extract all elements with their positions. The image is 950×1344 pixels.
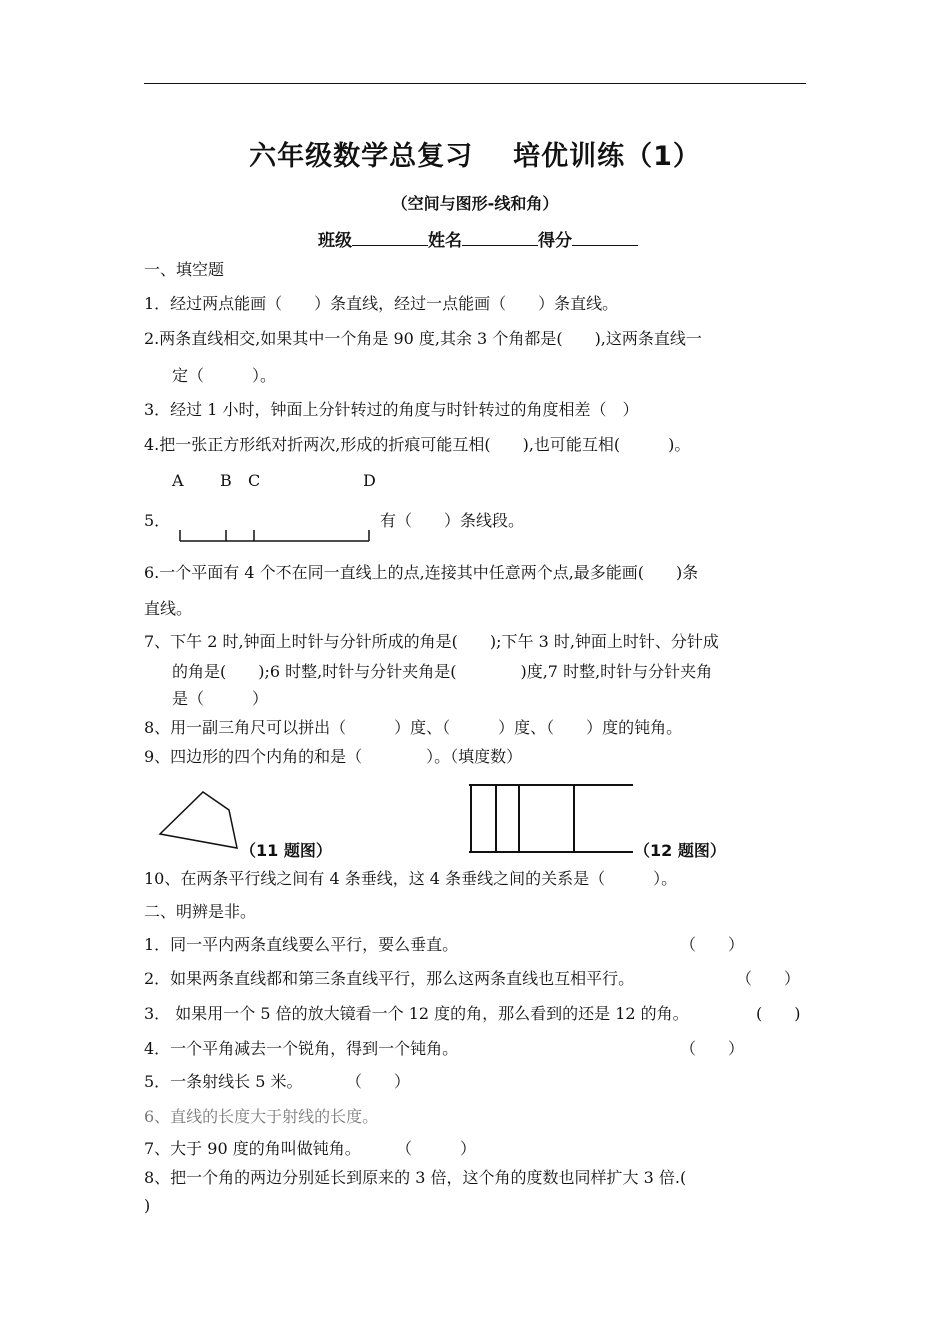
- figure-12-label: （12 题图）: [634, 841, 726, 860]
- tf-item-5: 5．一条射线长 5 米。: [144, 1072, 303, 1091]
- top-rule: [144, 83, 806, 84]
- question-6-line1: 6.一个平面有 4 个不在同一直线上的点,连接其中任意两个点,最多能画( )条: [144, 563, 699, 582]
- question-1: 1．经过两点能画（ ）条直线，经过一点能画（ ）条直线。: [144, 294, 619, 313]
- page-subtitle: （空间与图形-线和角）: [391, 194, 559, 213]
- question-7-line1: 7、下午 2 时,钟面上时针与分针所成的角是( );下午 3 时,钟面上时针、分针成: [144, 632, 719, 651]
- tf-bracket-3[interactable]: ( ): [756, 1004, 801, 1023]
- question-2-line1: 2.两条直线相交,如果其中一个角是 90 度,其余 3 个角都是( ),这两条直线一: [144, 329, 702, 348]
- tf-item-4: 4．一个平角减去一个锐角，得到一个钝角。: [144, 1039, 459, 1058]
- tf-bracket-1[interactable]: （ ）: [680, 935, 745, 954]
- question-2-line2: 定（ ）。: [172, 366, 277, 385]
- question-7-line2: 的角是( );6 时整,时针与分针夹角是( )度,7 时整,时针与分针夹角: [172, 662, 713, 681]
- section2-heading: 二、明辨是非。: [144, 902, 257, 921]
- tf-item-7: 7、大于 90 度的角叫做钝角。: [144, 1139, 361, 1158]
- figure-11-label: （11 题图）: [240, 841, 332, 860]
- segment-figure: [178, 524, 372, 544]
- tf-bracket-8[interactable]: ): [144, 1196, 151, 1215]
- question-8: 8、用一副三角尺可以拼出（ ）度、（ ）度、（ ）度的钝角。: [144, 718, 683, 737]
- question-7-line3: 是（ ）: [172, 689, 269, 708]
- question-5-text: 有（ ）条线段。: [380, 511, 525, 530]
- tf-item-6: 6、直线的长度大于射线的长度。: [144, 1107, 379, 1126]
- point-label-c: C: [248, 471, 261, 490]
- tf-item-8: 8、把一个角的两边分别延长到原来的 3 倍，这个角的度数也同样扩大 3 倍.(: [144, 1168, 687, 1187]
- page-title: [0, 134, 950, 173]
- title-sub: 培优训练（1）: [513, 141, 701, 172]
- tf-item-2: 2．如果两条直线都和第三条直线平行，那么这两条直线也互相平行。: [144, 969, 635, 988]
- question-3: 3．经过 1 小时，钟面上分针转过的角度与时针转过的角度相差（ ）: [144, 400, 639, 419]
- tf-bracket-4[interactable]: （ ）: [680, 1039, 745, 1058]
- parallel-lines-figure: [466, 782, 636, 856]
- quadrilateral-shape: [160, 792, 237, 848]
- tf-bracket-7[interactable]: （ ）: [396, 1139, 477, 1158]
- section1-heading: 一、填空题: [144, 260, 225, 279]
- question-4: 4.把一张正方形纸对折两次,形成的折痕可能互相( ),也可能互相( )。: [144, 435, 691, 454]
- class-label: 班级: [318, 231, 352, 251]
- tf-bracket-5[interactable]: （ ）: [346, 1072, 411, 1091]
- tf-item-3: 3． 如果用一个 5 倍的放大镜看一个 12 度的角，那么看到的还是 12 的角。: [144, 1004, 689, 1023]
- score-blank[interactable]: [572, 229, 638, 246]
- point-label-a: A: [172, 471, 184, 490]
- student-info-line: [318, 226, 638, 251]
- tf-item-1: 1．同一平内两条直线要么平行，要么垂直。: [144, 935, 459, 954]
- title-main: 六年级数学总复习: [249, 141, 474, 172]
- quadrilateral-figure: [158, 790, 242, 854]
- question-5-number: 5．: [144, 511, 171, 530]
- question-6-line2: 直线。: [144, 599, 193, 618]
- class-blank[interactable]: [352, 229, 428, 246]
- score-label: 得分: [538, 231, 572, 251]
- point-label-d: D: [363, 471, 376, 490]
- name-label: 姓名: [428, 231, 462, 251]
- question-10: 10、在两条平行线之间有 4 条垂线，这 4 条垂线之间的关系是（ ）。: [144, 869, 678, 888]
- name-blank[interactable]: [462, 229, 538, 246]
- tf-bracket-2[interactable]: （ ）: [736, 969, 801, 988]
- point-label-b: B: [220, 471, 232, 490]
- question-9: 9、四边形的四个内角的和是（ ）。（填度数）: [144, 747, 523, 766]
